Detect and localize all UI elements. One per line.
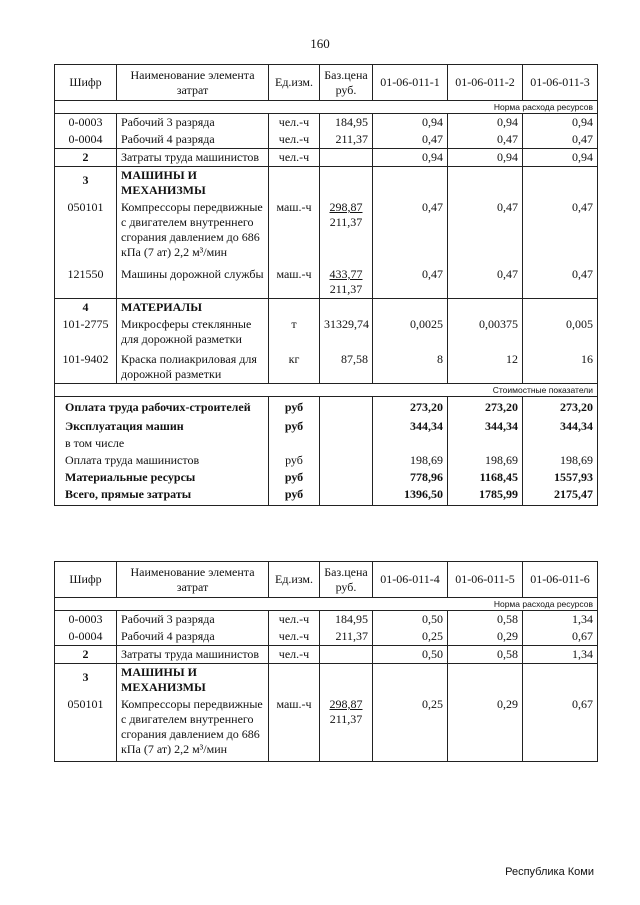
- header-col-1: 01-06-011-1: [373, 65, 448, 101]
- group-row-machines: 3 МАШИНЫ И МЕХАНИЗМЫ: [55, 167, 598, 200]
- group-row-materials: 4 МАТЕРИАЛЫ: [55, 299, 598, 317]
- table-row: 0-0004 Рабочий 4 разряда чел.-ч 211,37 0,47 0,47 0,47: [55, 131, 598, 149]
- header-unit: Ед.изм.: [269, 562, 320, 598]
- cost-row-total: Всего, прямые затраты руб 1396,50 1785,99 2175,47: [55, 486, 598, 506]
- header-col-5: 01-06-011-5: [448, 562, 523, 598]
- header-col-4: 01-06-011-4: [373, 562, 448, 598]
- table-row: 0-0003 Рабочий 3 разряда чел.-ч 184,95 0,50 0,58 1,34: [55, 611, 598, 629]
- table-row: 101-9402 Краска полиакриловая для дорожной разметки кг 87,58 8 12 16: [55, 348, 598, 384]
- table-row: 121550 Машины дорожной службы маш.-ч 433,77 211,37 0,47 0,47 0,47: [55, 261, 598, 299]
- header-code: Шифр: [55, 65, 117, 101]
- header-col-6: 01-06-011-6: [523, 562, 598, 598]
- header-price: Баз.цена руб.: [320, 562, 373, 598]
- resource-table-2: [54, 561, 598, 762]
- header-name: Наименование элемента затрат: [117, 562, 269, 598]
- header-code: Шифр: [55, 562, 117, 598]
- resource-table-1: [54, 64, 598, 506]
- table-row: 101-2775 Микросферы стеклянные для дорожной разметки т 31329,74 0,0025 0,00375 0,005: [55, 316, 598, 348]
- header-unit: Ед.изм.: [269, 65, 320, 101]
- table-row: 2 Затраты труда машинистов чел.-ч 0,50 0,58 1,34: [55, 646, 598, 664]
- table-header-row: [55, 65, 598, 101]
- cost-row: Оплата труда рабочих-строителей руб 273,20 273,20 273,20: [55, 397, 598, 417]
- table-row: 050101 Компрессоры передвижные с двигателем внутреннего сгорания давлением до 686 кПа (7 ат) 2,2 м³/мин маш.-ч 298,87 211,37 0,47 0,47 0,47: [55, 199, 598, 261]
- group-row-machines: 3 МАШИНЫ И МЕХАНИЗМЫ: [55, 664, 598, 697]
- page-number: 160: [310, 36, 330, 51]
- cost-row: Оплата труда машинистов руб 198,69 198,69 198,69: [55, 452, 598, 469]
- table-header-row: [55, 562, 598, 598]
- table-row: 0-0004 Рабочий 4 разряда чел.-ч 211,37 0,25 0,29 0,67: [55, 628, 598, 646]
- header-name: Наименование элемента затрат: [117, 65, 269, 101]
- cost-row: в том числе: [55, 435, 598, 452]
- section-row-cost: Стоимостные показатели: [55, 384, 598, 397]
- cost-row: Материальные ресурсы руб 778,96 1168,45 1557,93: [55, 469, 598, 486]
- header-col-2: 01-06-011-2: [448, 65, 523, 101]
- table-row: 2 Затраты труда машинистов чел.-ч 0,94 0,94 0,94: [55, 149, 598, 167]
- section-row-norm: Норма расхода ресурсов: [55, 598, 598, 611]
- table-row: 050101 Компрессоры передвижные с двигателем внутреннего сгорания давлением до 686 кПа (7 ат) 2,2 м³/мин маш.-ч 298,87 211,37 0,25 0,29 0,67: [55, 696, 598, 762]
- header-col-3: 01-06-011-3: [523, 65, 598, 101]
- header-price: Баз.цена руб.: [320, 65, 373, 101]
- table-row: 0-0003 Рабочий 3 разряда чел.-ч 184,95 0,94 0,94 0,94: [55, 114, 598, 132]
- section-row-norm: Норма расхода ресурсов: [55, 101, 598, 114]
- footer-region: Республика Коми: [505, 866, 594, 878]
- cost-row: Эксплуатация машин руб 344,34 344,34 344,34: [55, 416, 598, 435]
